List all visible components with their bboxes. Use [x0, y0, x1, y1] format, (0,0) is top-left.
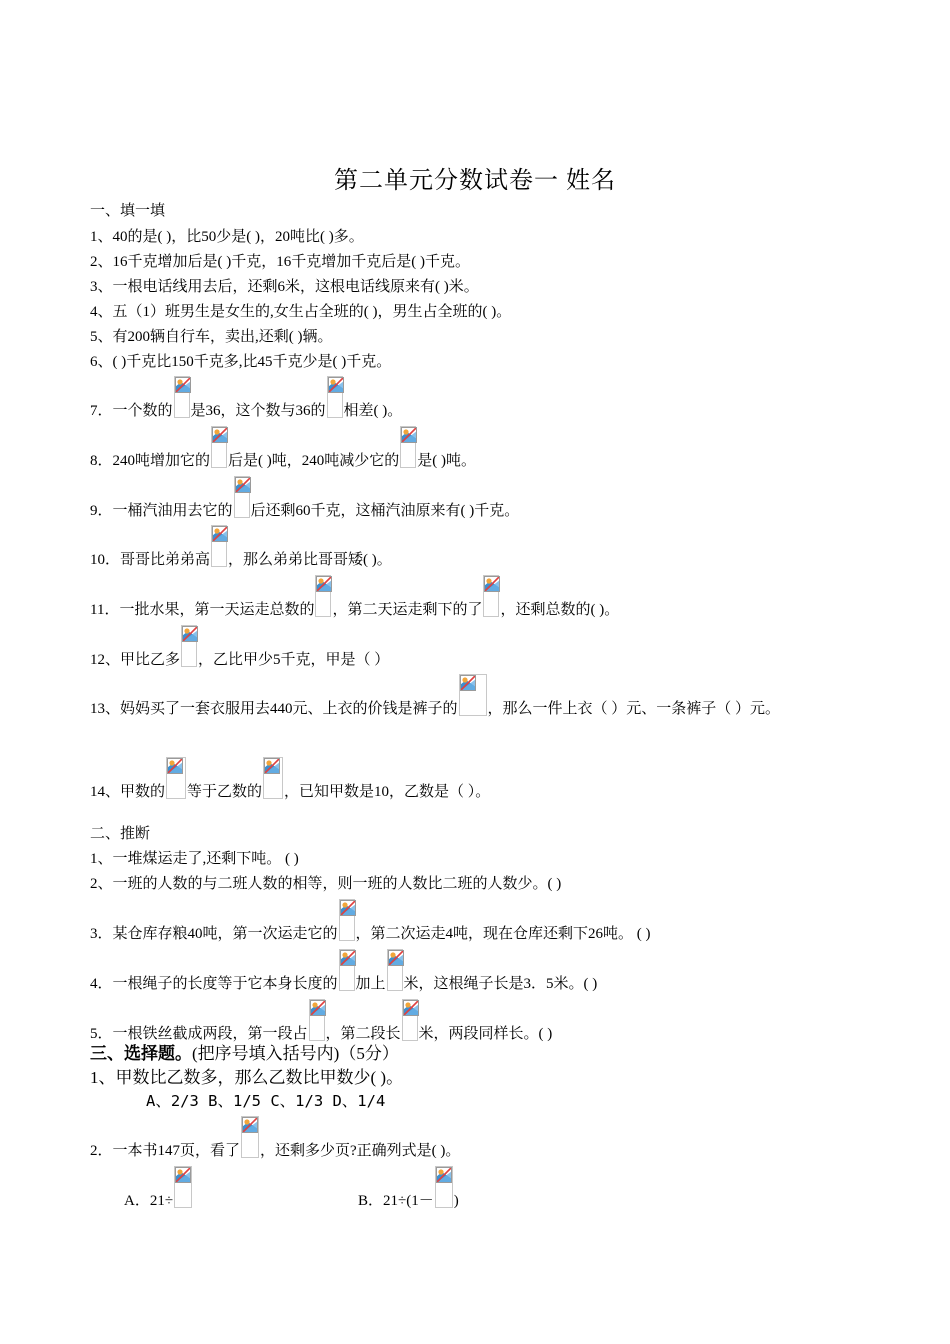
s3-option-b: B．21÷(1－ ): [358, 1166, 459, 1211]
section3-heading: 三、选择题。(把序号填入括号内)（5分）: [90, 1044, 399, 1063]
s1-question-8: 8．240吨增加它的 后是( )吨，240吨减少它的 是( )吨。: [90, 426, 476, 471]
s3-option-a: A．21÷: [124, 1166, 193, 1211]
fraction-image-icon: [211, 525, 227, 567]
s3-question-2: 2．一本书147页，看了 ，还剩多少页?正确列式是( )。: [90, 1116, 460, 1161]
fraction-image-icon: [166, 757, 186, 799]
fraction-image-icon: [483, 575, 499, 617]
s1-question-12: 12、甲比乙多 ，乙比甲少5千克，甲是（ ）: [90, 625, 389, 670]
s1-question-3: 3、一根电话线用去后，还剩6米，这根电话线原来有( )米。: [90, 279, 479, 295]
s1-question-6: 6、( )千克比150千克多,比45千克少是( )千克。: [90, 354, 392, 370]
fraction-image-icon: [234, 476, 250, 518]
s2-question-2: 2、一班的人数的与二班人数的相等，则一班的人数比二班的人数少。( ): [90, 876, 562, 892]
fraction-image-icon: [315, 575, 331, 617]
fraction-image-icon: [402, 999, 418, 1041]
s1-question-14: 14、甲数的 等于乙数的 ，已知甲数是10，乙数是（ ）。: [90, 757, 490, 802]
s2-question-5: 5．一根铁丝截成两段，第一段占 ，第二段长 米，两段同样长。( ): [90, 999, 552, 1044]
fraction-image-icon: [339, 949, 355, 991]
fraction-image-icon: [327, 376, 343, 418]
section1-heading: 一、填一填: [90, 203, 166, 219]
fraction-image-icon: [181, 625, 197, 667]
fraction-image-icon: [387, 949, 403, 991]
s2-question-1: 1、一堆煤运走了,还剩下吨。 ( ): [90, 851, 299, 867]
fraction-image-icon: [339, 899, 355, 941]
page-title: 第二单元分数试卷一 姓名: [334, 168, 616, 194]
fraction-image-icon: [400, 426, 416, 468]
fraction-image-icon: [309, 999, 325, 1041]
fraction-image-icon: [435, 1166, 453, 1208]
fraction-image-icon: [459, 674, 487, 716]
s3-question-1-options: A、2/3 B、1/5 C、1/3 D、1/4: [146, 1092, 386, 1110]
fraction-image-icon: [263, 757, 283, 799]
s3-question-1: 1、甲数比乙数多，那么乙数比甲数少( )。: [90, 1068, 404, 1087]
s1-question-2: 2、16千克增加后是( )千克，16千克增加千克后是( )千克。: [90, 254, 470, 270]
fraction-image-icon: [174, 376, 190, 418]
fraction-image-icon: [211, 426, 227, 468]
s1-question-4: 4、五（1）班男生是女生的,女生占全班的( )，男生占全班的( )。: [90, 304, 512, 320]
s1-question-13: 13、妈妈买了一套衣服用去440元、上衣的价钱是裤子的 ，那么一件上衣（ ）元、一条裤子（ ）元。: [90, 674, 860, 719]
s2-question-4: 4．一根绳子的长度等于它本身长度的 加上 米，这根绳子长是3．5米。( ): [90, 949, 597, 994]
fraction-image-icon: [241, 1116, 259, 1158]
s1-question-11: 11．一批水果，第一天运走总数的 ，第二天运走剩下的了 ，还剩总数的( )。: [90, 575, 619, 620]
section2-heading: 二、推断: [90, 826, 151, 842]
s1-question-10: 10．哥哥比弟弟高 ，那么弟弟比哥哥矮( )。: [90, 525, 392, 570]
s1-question-1: 1、40的是( )，比50少是( )，20吨比( )多。: [90, 229, 364, 245]
fraction-image-icon: [174, 1166, 192, 1208]
s1-question-9: 9．一桶汽油用去它的 后还剩60千克，这桶汽油原来有( )千克。: [90, 476, 519, 521]
s2-question-3: 3．某仓库存粮40吨，第一次运走它的 ，第二次运走4吨，现在仓库还剩下26吨。 ( ): [90, 899, 651, 944]
s1-question-5: 5、有200辆自行车，卖出,还剩( )辆。: [90, 329, 333, 345]
s1-question-7: 7．一个数的 是36，这个数与36的 相差( )。: [90, 376, 402, 421]
